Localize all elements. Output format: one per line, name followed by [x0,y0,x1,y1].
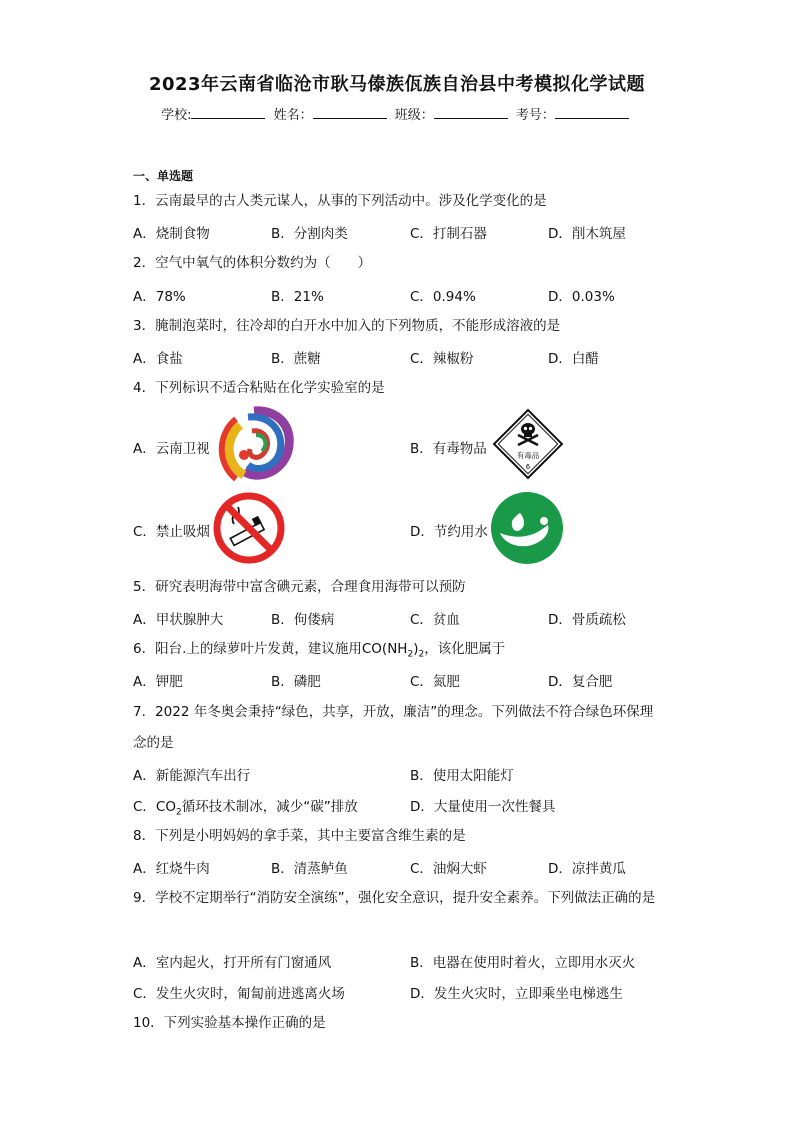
q6-option-c[interactable]: C．氮肥 [410,674,460,690]
q3-option-b[interactable]: B．蔗糖 [271,351,321,367]
q8-option-b[interactable]: B．清蒸鲈鱼 [271,861,348,877]
q8-option-c[interactable]: C．油焖大虾 [410,861,487,877]
class-label: 班级： [394,108,434,123]
water-saving-logo-icon [490,491,564,565]
q5-option-b[interactable]: B．佝偻病 [271,612,335,628]
q9-option-b[interactable]: B．电器在使用时着火，立即用水灭火 [410,955,636,971]
question-1-stem: 1．云南最早的古人类元谋人，从事的下列活动中。涉及化学变化的是 [133,193,547,209]
q5-option-d[interactable]: D．骨质疏松 [548,612,626,628]
q2-option-a[interactable]: A．78% [133,289,186,305]
id-blank[interactable] [555,106,629,119]
question-8-stem: 8．下列是小明妈妈的拿手菜，其中主要富含维生素的是 [133,828,466,844]
question-4-stem: 4．下列标识不适合粘贴在化学实验室的是 [133,380,385,396]
question-9-stem: 9．学校不定期举行“消防安全演练”，强化安全意识，提升安全素养。下列做法正确的是 [133,890,656,906]
question-6-stem: 6．阳台.上的绿萝叶片发黄，建议施用$CO(NH_2)_2$，该化肥属于 [133,641,506,660]
q4-option-b[interactable]: B．有毒物品 [410,441,487,457]
q2-option-c[interactable]: C．0.94% [410,289,476,305]
q6-option-a[interactable]: A．钾肥 [133,674,183,690]
q7-option-b[interactable]: B．使用太阳能灯 [410,768,514,784]
q6-option-d[interactable]: D．复合肥 [548,674,613,690]
q9-option-c[interactable]: C．发生火灾时，匍匐前进逃离火场 [133,986,345,1002]
q5-option-c[interactable]: C．贫血 [410,612,460,628]
q7-option-d[interactable]: D．大量使用一次性餐具 [410,799,556,815]
id-label: 考号： [515,108,555,123]
q1-option-b[interactable]: B．分割肉类 [271,226,348,242]
toxic-hazard-sign-icon [488,404,568,484]
q9-option-a[interactable]: A．室内起火，打开所有门窗通风 [133,955,332,971]
school-blank[interactable] [191,106,265,119]
exam-title: 2023年云南省临沧市耿马傣族佤族自治县中考模拟化学试题 [148,74,646,95]
q3-option-a[interactable]: A．食盐 [133,351,183,367]
q4-option-c[interactable]: C．禁止吸烟 [133,524,210,540]
question-3-stem: 3．腌制泡菜时，往冷却的白开水中加入的下列物质，不能形成溶液的是 [133,318,561,334]
name-label: 姓名： [273,108,313,123]
q6-option-b[interactable]: B．磷肥 [271,674,321,690]
q1-option-c[interactable]: C．打制石器 [410,226,487,242]
no-smoking-sign-icon [212,491,286,565]
question-7-stem: 7．2022 年冬奥会秉持“绿色，共享，开放，廉洁”的理念。下列做法不符合绿色环保理念的是 [133,704,654,751]
q8-option-a[interactable]: A．红烧牛肉 [133,861,210,877]
question-5-stem: 5．研究表明海带中富含碘元素，合理食用海带可以预防 [133,579,466,595]
q8-option-d[interactable]: D．凉拌黄瓜 [548,861,626,877]
toxic-sign-text: 有毒品 [516,451,540,460]
q9-option-d[interactable]: D．发生火灾时，立即乘坐电梯逃生 [410,986,623,1002]
q7-option-a[interactable]: A．新能源汽车出行 [133,768,251,784]
toxic-sign-number: 6 [525,463,531,471]
student-info-line [0,104,794,123]
q2-option-d[interactable]: D．0.03% [548,289,615,305]
question-2-stem: 2．空气中氧气的体积分数约为（ ） [133,255,372,271]
question-10-stem: 10．下列实验基本操作正确的是 [133,1015,326,1031]
school-label: 学校: [161,108,192,123]
q4-option-d[interactable]: D．节约用水 [410,524,488,540]
q7-option-c[interactable]: C．$CO_2$循环技术制冰，减少“碳”排放 [133,799,358,818]
q2-option-b[interactable]: B．21% [271,289,324,305]
q4-option-a[interactable]: A．云南卫视 [133,441,210,457]
name-blank[interactable] [313,106,387,119]
section-heading: 一、单选题 [133,169,194,183]
q1-option-d[interactable]: D．削木筑屋 [548,226,626,242]
q5-option-a[interactable]: A．甲状腺肿大 [133,612,224,628]
q1-option-a[interactable]: A．烧制食物 [133,226,210,242]
q3-option-c[interactable]: C．辣椒粉 [410,351,474,367]
yunnan-tv-logo-icon [214,405,296,485]
q3-option-d[interactable]: D．白醋 [548,351,599,367]
class-blank[interactable] [434,106,508,119]
